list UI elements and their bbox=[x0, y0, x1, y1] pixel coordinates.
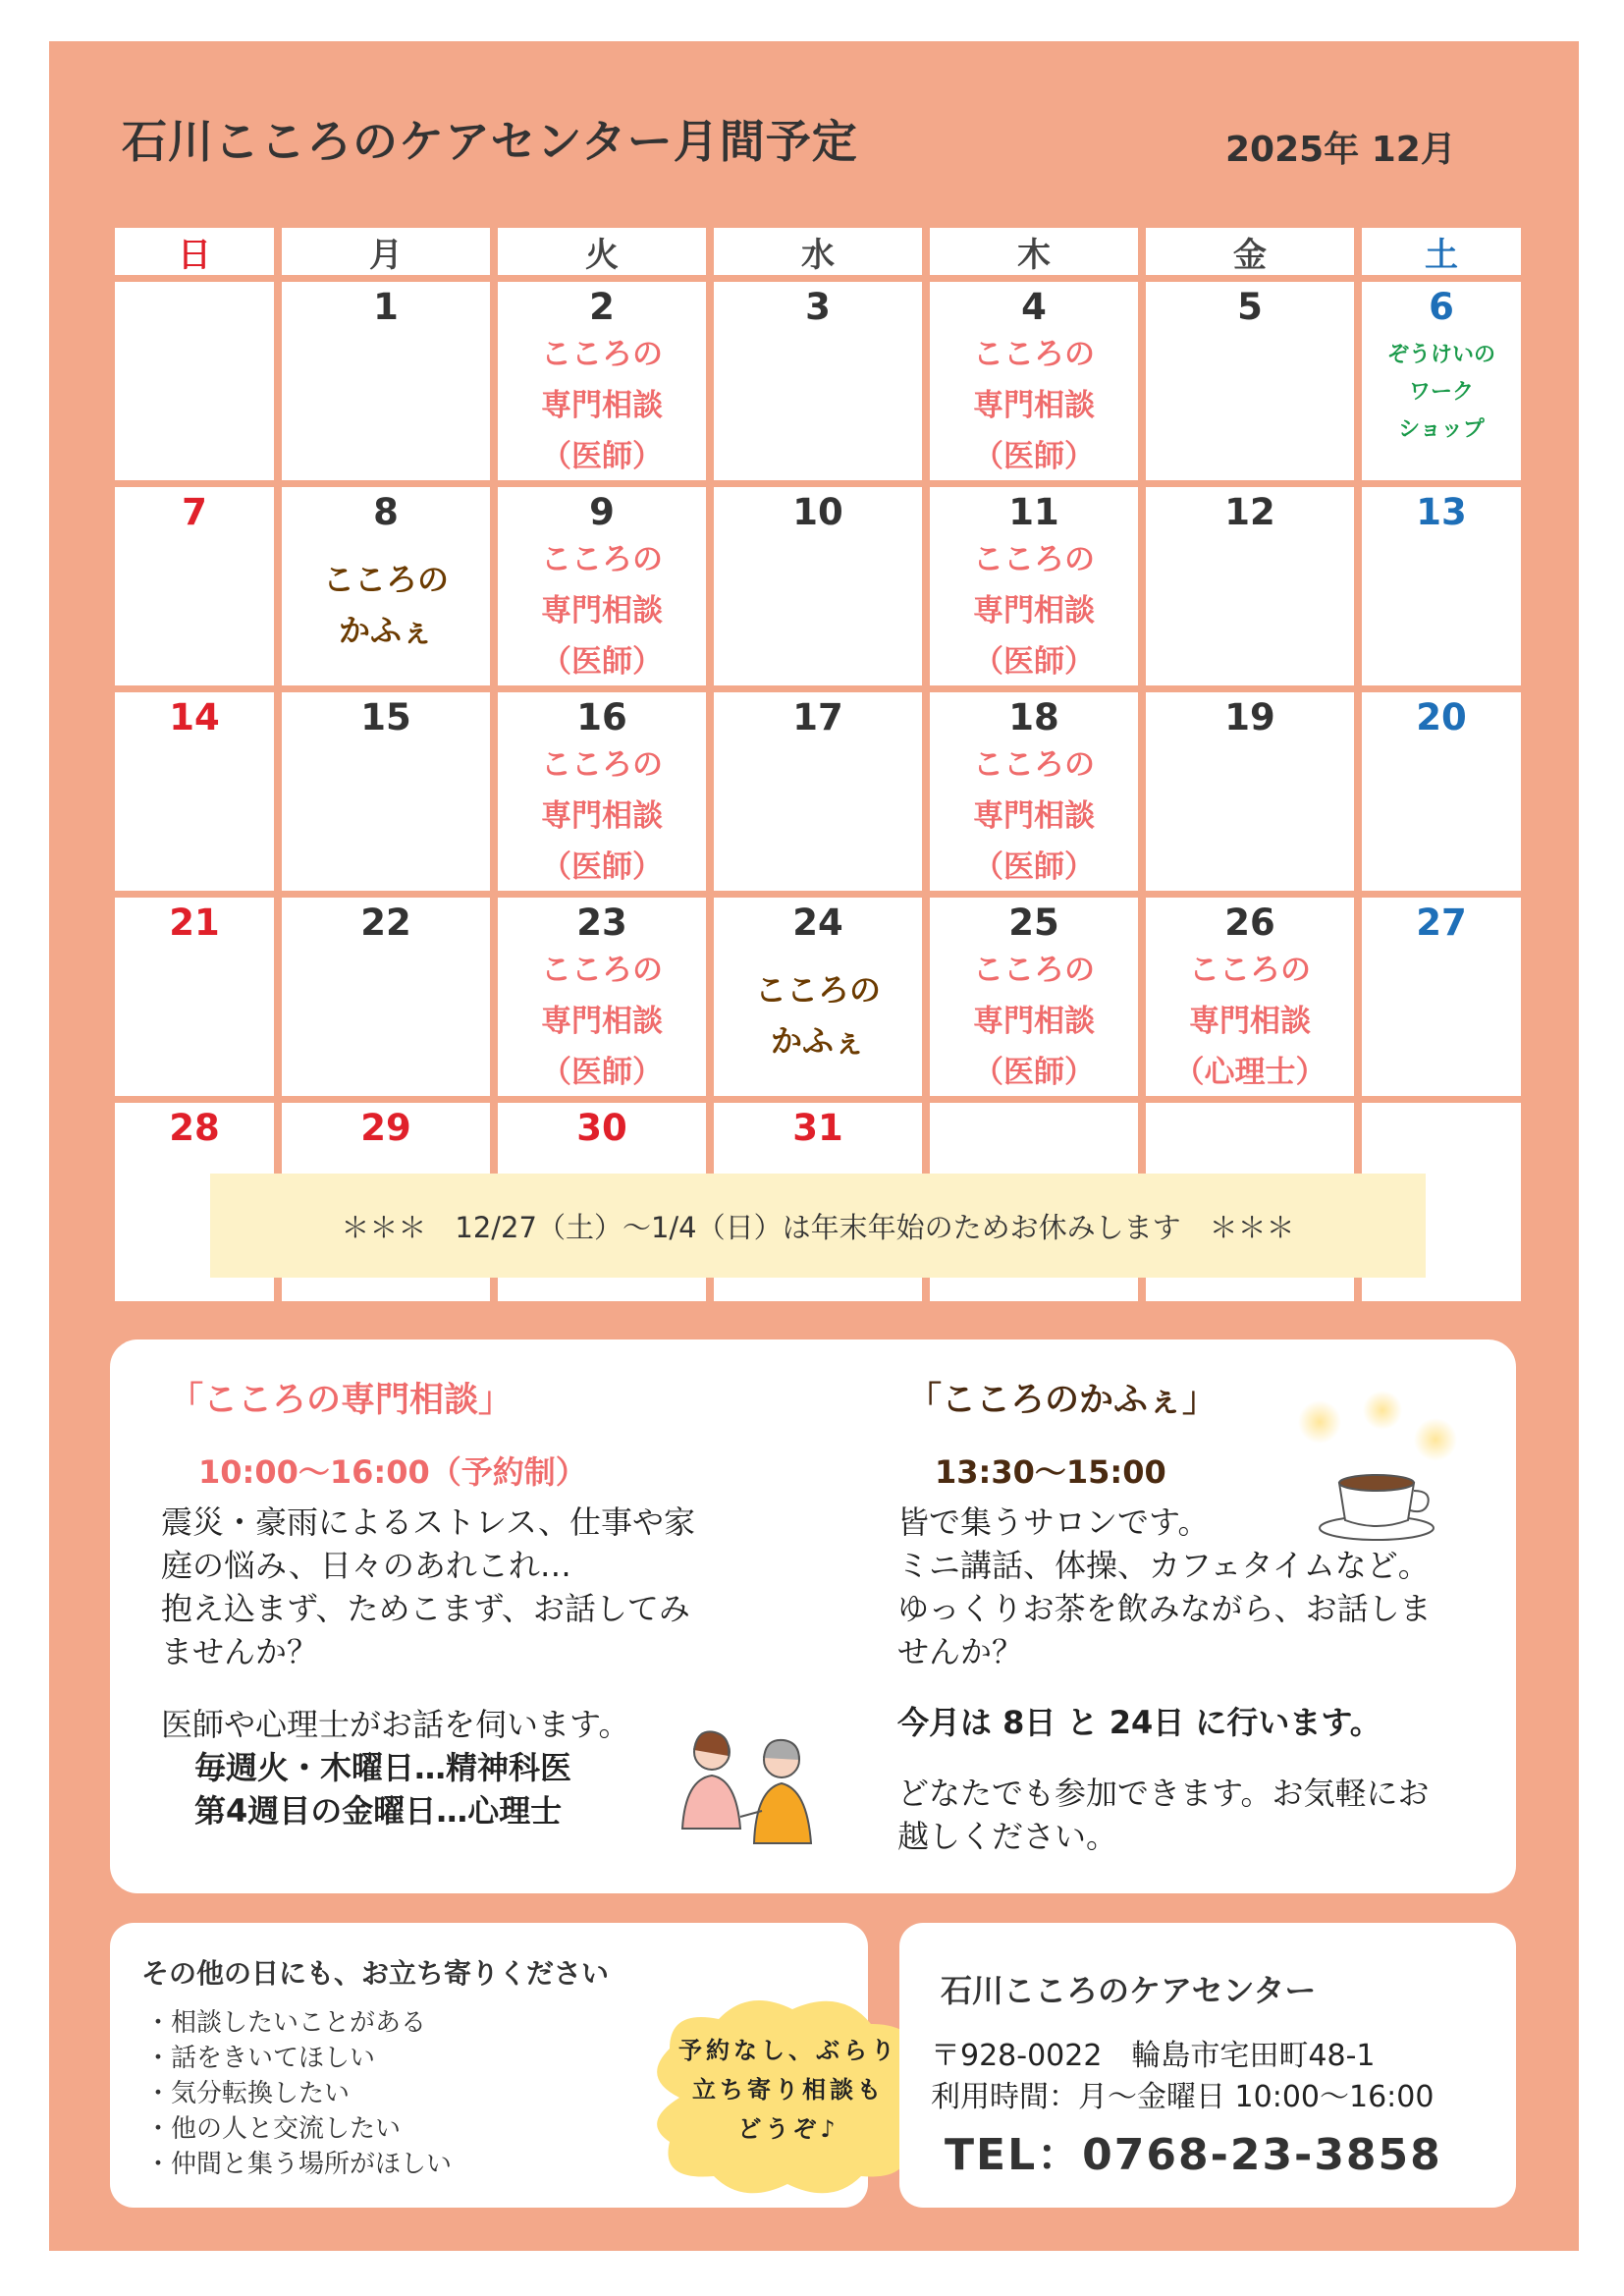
event-senmon bbox=[930, 945, 1138, 1098]
weekday-tue: 火 bbox=[498, 228, 706, 275]
event-senmon bbox=[930, 739, 1138, 893]
event-workshop bbox=[1362, 337, 1521, 449]
text-line: どうぞ♪ bbox=[737, 2115, 839, 2143]
text-line: 毎週火・木曜日…精神科医 bbox=[194, 1749, 572, 1786]
day-cell bbox=[282, 487, 490, 685]
event-text: （医師） bbox=[541, 439, 663, 474]
day-cell bbox=[282, 692, 490, 891]
day-number: 31 bbox=[792, 1107, 843, 1149]
event-text: こころの bbox=[754, 971, 881, 1009]
event-text: ワーク bbox=[1408, 380, 1474, 405]
text-line: 立ち寄り相談も bbox=[692, 2076, 885, 2104]
org-name: 石川こころのケアセンター bbox=[941, 1972, 1317, 2009]
day-number: 27 bbox=[1416, 902, 1467, 944]
text-line: どなたでも参加できます。お気軽にお bbox=[897, 1775, 1430, 1812]
event-senmon bbox=[1146, 945, 1354, 1098]
day-cell bbox=[1146, 898, 1354, 1096]
list-item: ・話をきいてほしい bbox=[145, 2044, 376, 2073]
day-cell bbox=[498, 487, 706, 685]
event-senmon bbox=[498, 534, 706, 687]
day-number: 30 bbox=[576, 1107, 627, 1149]
day-number: 25 bbox=[1008, 902, 1059, 944]
event-text: こころの bbox=[973, 953, 1095, 988]
coffee-cup-icon bbox=[1278, 1389, 1475, 1546]
counseling-people-illustration bbox=[668, 1721, 835, 1848]
event-text: （心理士） bbox=[1173, 1055, 1326, 1090]
day-number: 23 bbox=[576, 902, 627, 944]
day-number: 19 bbox=[1224, 696, 1275, 738]
day-cell bbox=[1362, 692, 1521, 891]
senmon-time: 10:00～16:00（予約制） bbox=[198, 1453, 587, 1491]
senmon-description bbox=[161, 1501, 695, 1673]
org-address: 〒928-0022 輪島市宅田町48-1 bbox=[931, 2039, 1376, 2073]
event-text: （医師） bbox=[973, 644, 1095, 680]
event-text: （医師） bbox=[541, 1055, 663, 1090]
event-text: 専門相談 bbox=[973, 1004, 1095, 1039]
text-line: 越しください。 bbox=[897, 1818, 1118, 1855]
day-number: 1 bbox=[373, 286, 399, 328]
event-cafe bbox=[714, 964, 922, 1066]
day-cell bbox=[1146, 282, 1354, 480]
event-senmon bbox=[930, 534, 1138, 687]
event-senmon bbox=[930, 329, 1138, 482]
text-line: ミニ講話、体操、カフェタイムなど。 bbox=[897, 1547, 1430, 1584]
event-senmon bbox=[498, 945, 706, 1098]
event-text: こころの bbox=[1189, 953, 1311, 988]
day-number: 6 bbox=[1429, 286, 1454, 328]
event-text: かふぇ bbox=[770, 1022, 865, 1060]
dropin-box bbox=[110, 1923, 898, 2208]
calendar-grid bbox=[115, 228, 1513, 1301]
list-item: ・相談したいことがある bbox=[145, 2008, 427, 2038]
text-line: 抱え込まず、ためこまず、お話してみ bbox=[161, 1590, 690, 1627]
event-text: （医師） bbox=[973, 849, 1095, 885]
day-number: 29 bbox=[360, 1107, 411, 1149]
day-number: 15 bbox=[360, 696, 411, 738]
contact-box bbox=[899, 1923, 1516, 2208]
day-cell bbox=[930, 898, 1138, 1096]
text-line: 震災・豪雨によるストレス、仕事や家 bbox=[161, 1503, 696, 1541]
day-cell bbox=[930, 487, 1138, 685]
cafe-time: 13:30～15:00 bbox=[935, 1453, 1166, 1491]
cafe-open bbox=[897, 1772, 1429, 1858]
list-item: ・仲間と集う場所がほしい bbox=[145, 2150, 453, 2179]
event-text: こころの bbox=[973, 542, 1095, 577]
dropin-title: その他の日にも、お立ち寄りください bbox=[141, 1957, 610, 1990]
event-text: 専門相談 bbox=[1189, 1004, 1311, 1039]
day-cell bbox=[115, 692, 274, 891]
event-text: 専門相談 bbox=[973, 798, 1095, 834]
event-text: こころの bbox=[541, 542, 663, 577]
day-cell bbox=[1362, 487, 1521, 685]
event-text: （医師） bbox=[541, 644, 663, 680]
day-number: 14 bbox=[169, 696, 220, 738]
text-line: せんか？ bbox=[897, 1633, 1024, 1670]
day-cell bbox=[282, 898, 490, 1096]
day-number: 11 bbox=[1008, 491, 1059, 533]
event-text: こころの bbox=[541, 337, 663, 372]
day-number: 17 bbox=[792, 696, 843, 738]
day-number: 5 bbox=[1237, 286, 1263, 328]
day-cell bbox=[714, 487, 922, 685]
day-cell bbox=[498, 692, 706, 891]
weekday-sun: 日 bbox=[115, 228, 274, 275]
org-hours: 利用時間：月～金曜日 10:00～16:00 bbox=[931, 2080, 1435, 2114]
senmon-title: 「こころの専門相談」 bbox=[169, 1381, 514, 1420]
event-text: 専門相談 bbox=[541, 593, 663, 629]
day-number: 22 bbox=[360, 902, 411, 944]
weekday-wed: 水 bbox=[714, 228, 922, 275]
day-number: 3 bbox=[805, 286, 831, 328]
day-number: 13 bbox=[1416, 491, 1467, 533]
event-text: こころの bbox=[541, 953, 663, 988]
day-cell bbox=[498, 898, 706, 1096]
day-cell bbox=[115, 487, 274, 685]
day-number: 16 bbox=[576, 696, 627, 738]
cafe-dates: 今月は 8日 と 24日 に行います。 bbox=[897, 1704, 1381, 1741]
event-text: （医師） bbox=[541, 849, 663, 885]
day-number: 4 bbox=[1021, 286, 1047, 328]
text-line: ませんか？ bbox=[161, 1633, 319, 1670]
event-text: ショップ bbox=[1398, 417, 1485, 442]
holiday-notice: ＊＊＊ 12/27（土）～1/4（日）は年末年始のためお休みします ＊＊＊ bbox=[210, 1174, 1426, 1278]
event-text: 専門相談 bbox=[541, 798, 663, 834]
day-number: 12 bbox=[1224, 491, 1275, 533]
day-cell bbox=[714, 692, 922, 891]
day-number: 10 bbox=[792, 491, 843, 533]
day-number: 9 bbox=[589, 491, 615, 533]
event-text: 専門相談 bbox=[973, 388, 1095, 423]
event-text: こころの bbox=[973, 747, 1095, 783]
day-cell bbox=[930, 282, 1138, 480]
event-cafe bbox=[282, 554, 490, 656]
day-cell bbox=[1146, 487, 1354, 685]
list-item: ・他の人と交流したい bbox=[145, 2114, 402, 2144]
day-number: 18 bbox=[1008, 696, 1059, 738]
event-text: 専門相談 bbox=[541, 388, 663, 423]
senmon-staff bbox=[161, 1703, 629, 1832]
day-number: 8 bbox=[373, 491, 399, 533]
day-cell bbox=[930, 692, 1138, 891]
info-panel bbox=[110, 1339, 1516, 1893]
event-text: 専門相談 bbox=[973, 593, 1095, 629]
cloud-message bbox=[646, 2031, 931, 2149]
list-item: ・気分転換したい bbox=[145, 2079, 351, 2108]
page-title: 石川こころのケアセンター月間予定 bbox=[122, 115, 858, 168]
text-line: 予約なし、ぶらり bbox=[678, 2037, 898, 2064]
dropin-list bbox=[145, 2005, 452, 2182]
day-cell bbox=[1146, 692, 1354, 891]
event-senmon bbox=[498, 329, 706, 482]
text-line: 庭の悩み、日々のあれこれ… bbox=[161, 1547, 571, 1584]
day-cell bbox=[115, 898, 274, 1096]
event-text: こころの bbox=[322, 561, 449, 598]
day-number: 21 bbox=[169, 902, 220, 944]
day-cell bbox=[1362, 898, 1521, 1096]
event-text: こころの bbox=[541, 747, 663, 783]
month-label: 2025年 12月 bbox=[1225, 130, 1456, 170]
cafe-title: 「こころのかふぇ」 bbox=[907, 1381, 1218, 1420]
weekday-thu: 木 bbox=[930, 228, 1138, 275]
event-text: かふぇ bbox=[338, 612, 433, 649]
text-line: ゆっくりお茶を飲みながら、お話しま bbox=[897, 1590, 1432, 1627]
day-cell bbox=[714, 282, 922, 480]
org-phone: TEL：0768-23-3858 bbox=[945, 2130, 1442, 2180]
text-line: 医師や心理士がお話を伺います。 bbox=[161, 1706, 630, 1743]
event-text: ぞうけいの bbox=[1386, 343, 1495, 367]
event-text: こころの bbox=[973, 337, 1095, 372]
text-line: 皆で集うサロンです。 bbox=[897, 1503, 1210, 1541]
day-number: 7 bbox=[182, 491, 207, 533]
day-number: 20 bbox=[1416, 696, 1467, 738]
day-number: 28 bbox=[169, 1107, 220, 1149]
event-text: 専門相談 bbox=[541, 1004, 663, 1039]
weekday-fri: 金 bbox=[1146, 228, 1354, 275]
day-cell bbox=[714, 898, 922, 1096]
weekday-mon: 月 bbox=[282, 228, 490, 275]
day-number: 2 bbox=[589, 286, 615, 328]
day-cell-empty bbox=[115, 282, 274, 480]
text-line: 第4週目の金曜日…心理士 bbox=[194, 1792, 563, 1830]
event-text: （医師） bbox=[973, 1055, 1095, 1090]
day-cell bbox=[498, 282, 706, 480]
day-number: 24 bbox=[792, 902, 843, 944]
day-cell bbox=[1362, 282, 1521, 480]
day-cell bbox=[282, 282, 490, 480]
day-number: 26 bbox=[1224, 902, 1275, 944]
event-senmon bbox=[498, 739, 706, 893]
event-text: （医師） bbox=[973, 439, 1095, 474]
weekday-sat: 土 bbox=[1362, 228, 1521, 275]
